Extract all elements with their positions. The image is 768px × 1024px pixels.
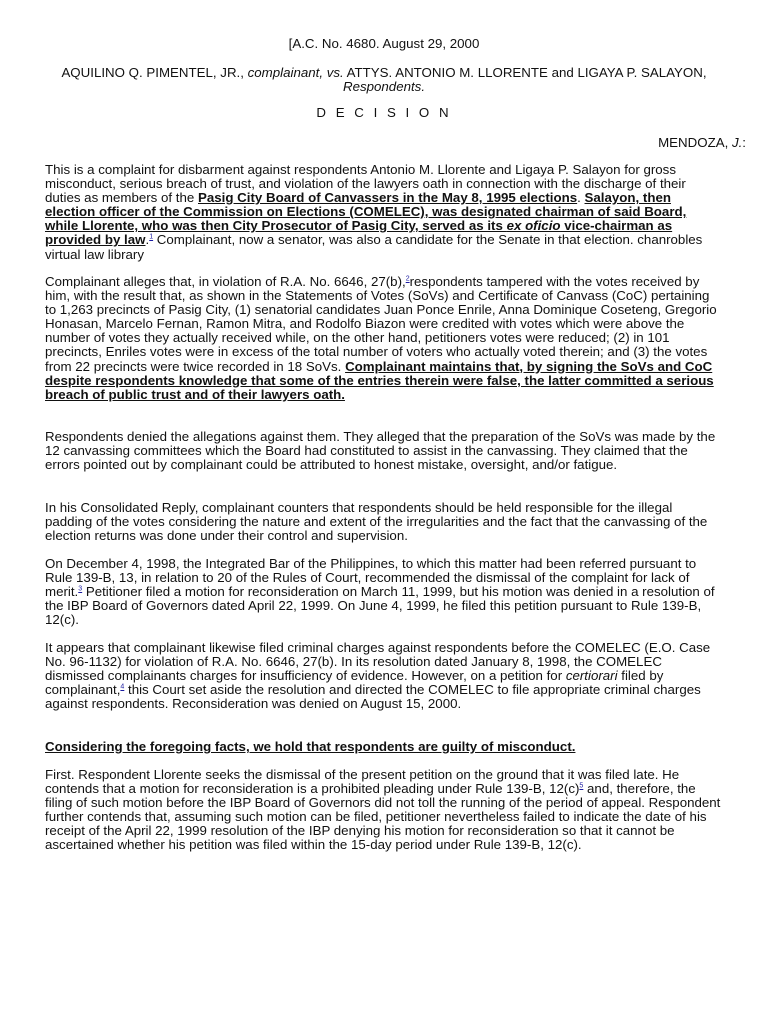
paragraph-6: It appears that complainant likewise filed criminal charges against respondents before the COMELEC (E.O. Case No. 96-1132) for violation of R.A. No. 6646, 27(b). In its resolution dated January 8, 1998, the COMELEC dismissed complainants charges for insufficiency of evidence. However, on a petition for certiorari filed by complainant,$^4$ this Court set aside the resolution and directed the COMELEC to file appropriate criminal charges against respondents. Reconsideration was denied on August 15, 2000. — [45, 640, 711, 712]
decision-heading: D E C I S I O N — [316, 105, 452, 120]
case-citation: [A.C. No. 4680. August 29, 2000 — [288, 36, 480, 51]
complainant-role: complainant, vs. — [247, 65, 344, 80]
emphasis-board-of-canvassers: Pasig City Board of Canvassers in the May 8, 1995 elections — [198, 190, 578, 206]
paragraph-7-holding — [45, 740, 723, 754]
case-parties — [40, 66, 728, 94]
footnote-link-1[interactable]: 1 — [149, 234, 154, 242]
respondents-role: Respondents. — [342, 79, 426, 95]
paragraph-3: Respondents denied the allegations against them. They alleged that the preparation of the SoVs was made by the 12 canvassing committees which the Board had constituted to assist in the canvassing. They claimed that the errors pointed out by complainant could be attributed to honest mistake, oversight, and/or fatigue. — [45, 429, 716, 473]
emphasis-holding: Considering the foregoing facts, we hold that respondents are guilty of misconduct. — [45, 739, 576, 754]
paragraph-4: In his Consolidated Reply, complainant counters that respondents should be held responsible for the illegal padding of the votes considering the nature and extent of the irregularities and the fact that the canvassing of the election returns was done under their control and supervision. — [45, 500, 708, 544]
paragraph-5: On December 4, 1998, the Integrated Bar of the Philippines, to which this matter had been referred pursuant to Rule 139-B, 13, in relation to 20 of the Rules of Court, recommended the dismissal of the complaint for lack of merit.$^3$ Petitioner filed a motion for reconsideration on March 11, 1999, but his motion was denied in a resolution of the IBP Board of Governors dated April 22, 1999. On June 4, 1999, he filed this petition pursuant to Rule 139-B, 12(c). — [45, 556, 715, 628]
ponente-suffix: J. — [731, 135, 743, 150]
footnote-link-4[interactable]: 4 — [120, 683, 125, 691]
emphasis-complainant-maintains: Complainant maintains that, by signing the SoVs and CoC despite respondents knowledge that some of the entries therein were false, the latter committed a serious breach of public trust and of their lawyers oath. — [45, 358, 714, 402]
ponente-name: MENDOZA, — [658, 135, 732, 150]
ponente-colon: : — [742, 135, 746, 150]
ponente — [658, 136, 746, 150]
footnote-link-5[interactable]: 5 — [579, 782, 584, 790]
footnote-link-2[interactable]: 2 — [405, 275, 410, 283]
emphasis-salayon-llorente: Salayon, then election officer of the Commission on Elections (COMELEC), was designated chairman of said Board, while Llorente, who was then City Prosecutor of Pasig City, served as its ex oficio vice-chairman as provided by law — [45, 190, 687, 248]
footnote-link-3[interactable]: 3 — [78, 585, 83, 593]
complainant-name: AQUILINO Q. PIMENTEL, JR., — [61, 65, 248, 80]
respondents-names: ATTYS. ANTONIO M. LLORENTE and LIGAYA P. SALAYON, — [343, 65, 707, 80]
paragraph-8: First. Respondent Llorente seeks the dismissal of the present petition on the ground that it was filed late. He contends that a motion for reconsideration is a prohibited pleading under Rule 139-B, 12(c)$^5$ and, therefore, the filing of such motion before the IBP Board of Governors did not toll the running of the period of appeal. Respondent further contends that, assuming such motion can be filed, petitioner nevertheless failed to indicate the date of his receipt of the April 22, 1999 resolution of the IBP denying his motion for reconsideration so that it cannot be ascertained whether his petition was filed within the 15-day period under Rule 139-B, 12(c). — [45, 767, 721, 853]
paragraph-2: Complainant alleges that, in violation of R.A. No. 6646, 27(b),$^2$respondents tampered with the votes received by him, with the result that, as shown in the Statements of Votes (SoVs) and Certificate of Canvass (CoC) pertaining to 1,263 precincts of Pasig City, (1) senatorial candidates Juan Ponce Enrile, Anna Dominique Coseteng, Gregorio Honasan, Marcelo Fernan, Ramon Mitra, and Rodolfo Biazon were credited with votes which were above the number of votes they actually received while, on the other hand, petitioners votes were reduced; (2) in 101 precincts, Enriles votes were in excess of the total number of voters who actually voted therein; and (3) the votes from 22 precincts were twice recorded in 18 SoVs. Complainant maintains that, by signing the SoVs and CoC despite respondents knowledge that some of the entries therein were false, the latter committed a serious breach of public trust and of their lawyers oath. — [45, 274, 717, 402]
paragraph-1: This is a complaint for disbarment against respondents Antonio M. Llorente and Ligaya P. Salayon for gross misconduct, serious breach of trust, and violation of the lawyers oath in connection with the discharge of their duties as members of the Pasig City Board of Canvassers in the May 8, 1995 elections. Salayon, then election officer of the Commission on Elections (COMELEC), was designated chairman of said Board, while Llorente, who was then City Prosecutor of Pasig City, served as its ex oficio vice-chairman as provided by law.$^1$ Complainant, now a senator, was also a candidate for the Senate in that election. chanrobles virtual law library — [45, 162, 703, 262]
